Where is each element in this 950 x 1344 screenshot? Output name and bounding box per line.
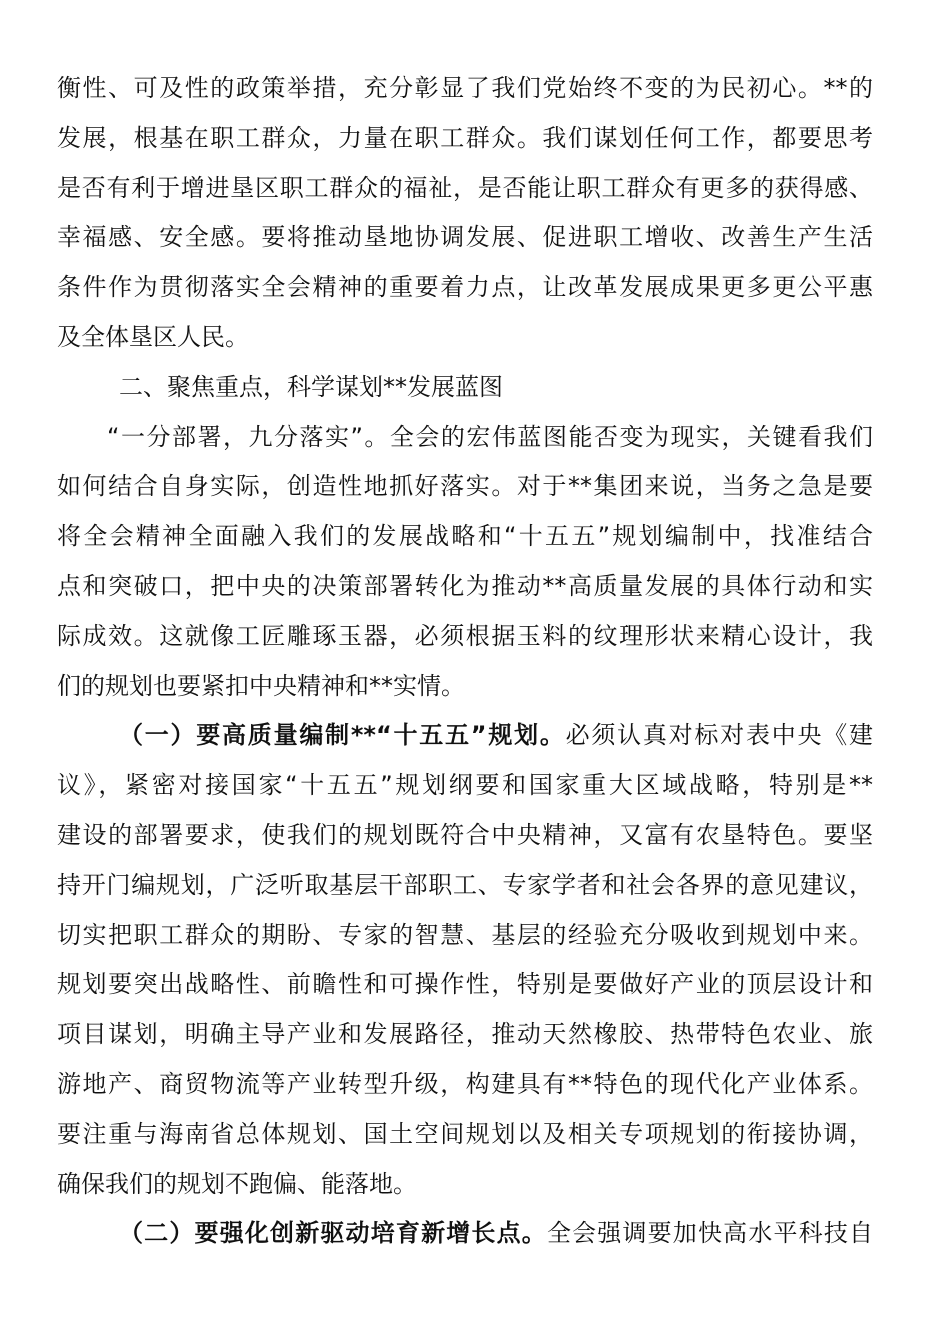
text-line: 如何结合自身实际，创造性地抓好落实。对于**集团来说，当务之急是要 bbox=[57, 472, 873, 501]
text-line: 是否有利于增进垦区职工群众的福祉，是否能让职工群众有更多的获得感、 bbox=[57, 173, 873, 202]
text-line: 将全会精神全面融入我们的发展战略和“十五五”规划编制中，找准结合 bbox=[57, 522, 873, 551]
subsection-first-line bbox=[57, 1209, 873, 1259]
text-line: 点和突破口，把中央的决策部署转化为推动**高质量发展的具体行动和实 bbox=[57, 571, 873, 600]
text-line: 建设的部署要求，使我们的规划既符合中央精神，又富有农垦特色。要坚 bbox=[57, 820, 873, 849]
text-line: 游地产、商贸物流等产业转型升级，构建具有**特色的现代化产业体系。 bbox=[57, 1069, 873, 1098]
text-span: 全会强调要加快高水平科技自 bbox=[546, 1219, 874, 1248]
text-line: 持开门编规划，广泛听取基层干部职工、专家学者和社会各界的意见建议， bbox=[57, 870, 873, 899]
subsection-heading: （二）要强化创新驱动培育新增长点。 bbox=[119, 1219, 547, 1248]
text-span: 必须认真对标对表中央《建 bbox=[565, 721, 873, 750]
section-heading: 二、聚焦重点，科学谋划**发展蓝图 bbox=[119, 372, 503, 401]
text-line: 规划要突出战略性、前瞻性和可操作性，特别是要做好产业的顶层设计和 bbox=[57, 970, 873, 999]
text-line: 衡性、可及性的政策举措，充分彰显了我们党始终不变的为民初心。**的 bbox=[57, 74, 873, 102]
text-line: 们的规划也要紧扣中央精神和**实情。 bbox=[57, 671, 465, 700]
text-line: “一分部署，九分落实”。全会的宏伟蓝图能否变为现实，关键看我们 bbox=[107, 422, 873, 451]
subsection-heading: （一）要高质量编制**“十五五”规划。 bbox=[119, 721, 566, 750]
text-line: 议》，紧密对接国家“十五五”规划纲要和国家重大区域战略，特别是** bbox=[57, 771, 873, 800]
text-line: 确保我们的规划不跑偏、能落地。 bbox=[57, 1169, 417, 1198]
text-line: 切实把职工群众的期盼、专家的智慧、基层的经验充分吸收到规划中来。 bbox=[57, 920, 873, 949]
subsection-first-line bbox=[57, 711, 873, 761]
text-line: 项目谋划，明确主导产业和发展路径，推动天然橡胶、热带特色农业、旅 bbox=[57, 1020, 873, 1049]
text-line: 幸福感、安全感。要将推动垦地协调发展、促进职工增收、改善生产生活 bbox=[57, 223, 873, 252]
text-line: 要注重与海南省总体规划、国土空间规划以及相关专项规划的衔接协调， bbox=[57, 1119, 873, 1148]
text-line: 及全体垦区人民。 bbox=[57, 322, 249, 351]
text-line: 发展，根基在职工群众，力量在职工群众。我们谋划任何工作，都要思考 bbox=[57, 123, 873, 152]
text-line: 际成效。这就像工匠雕琢玉器，必须根据玉料的纹理形状来精心设计，我 bbox=[57, 621, 873, 650]
text-line: 条件作为贯彻落实全会精神的重要着力点，让改革发展成果更多更公平惠 bbox=[57, 273, 873, 302]
document-body bbox=[57, 64, 873, 1259]
